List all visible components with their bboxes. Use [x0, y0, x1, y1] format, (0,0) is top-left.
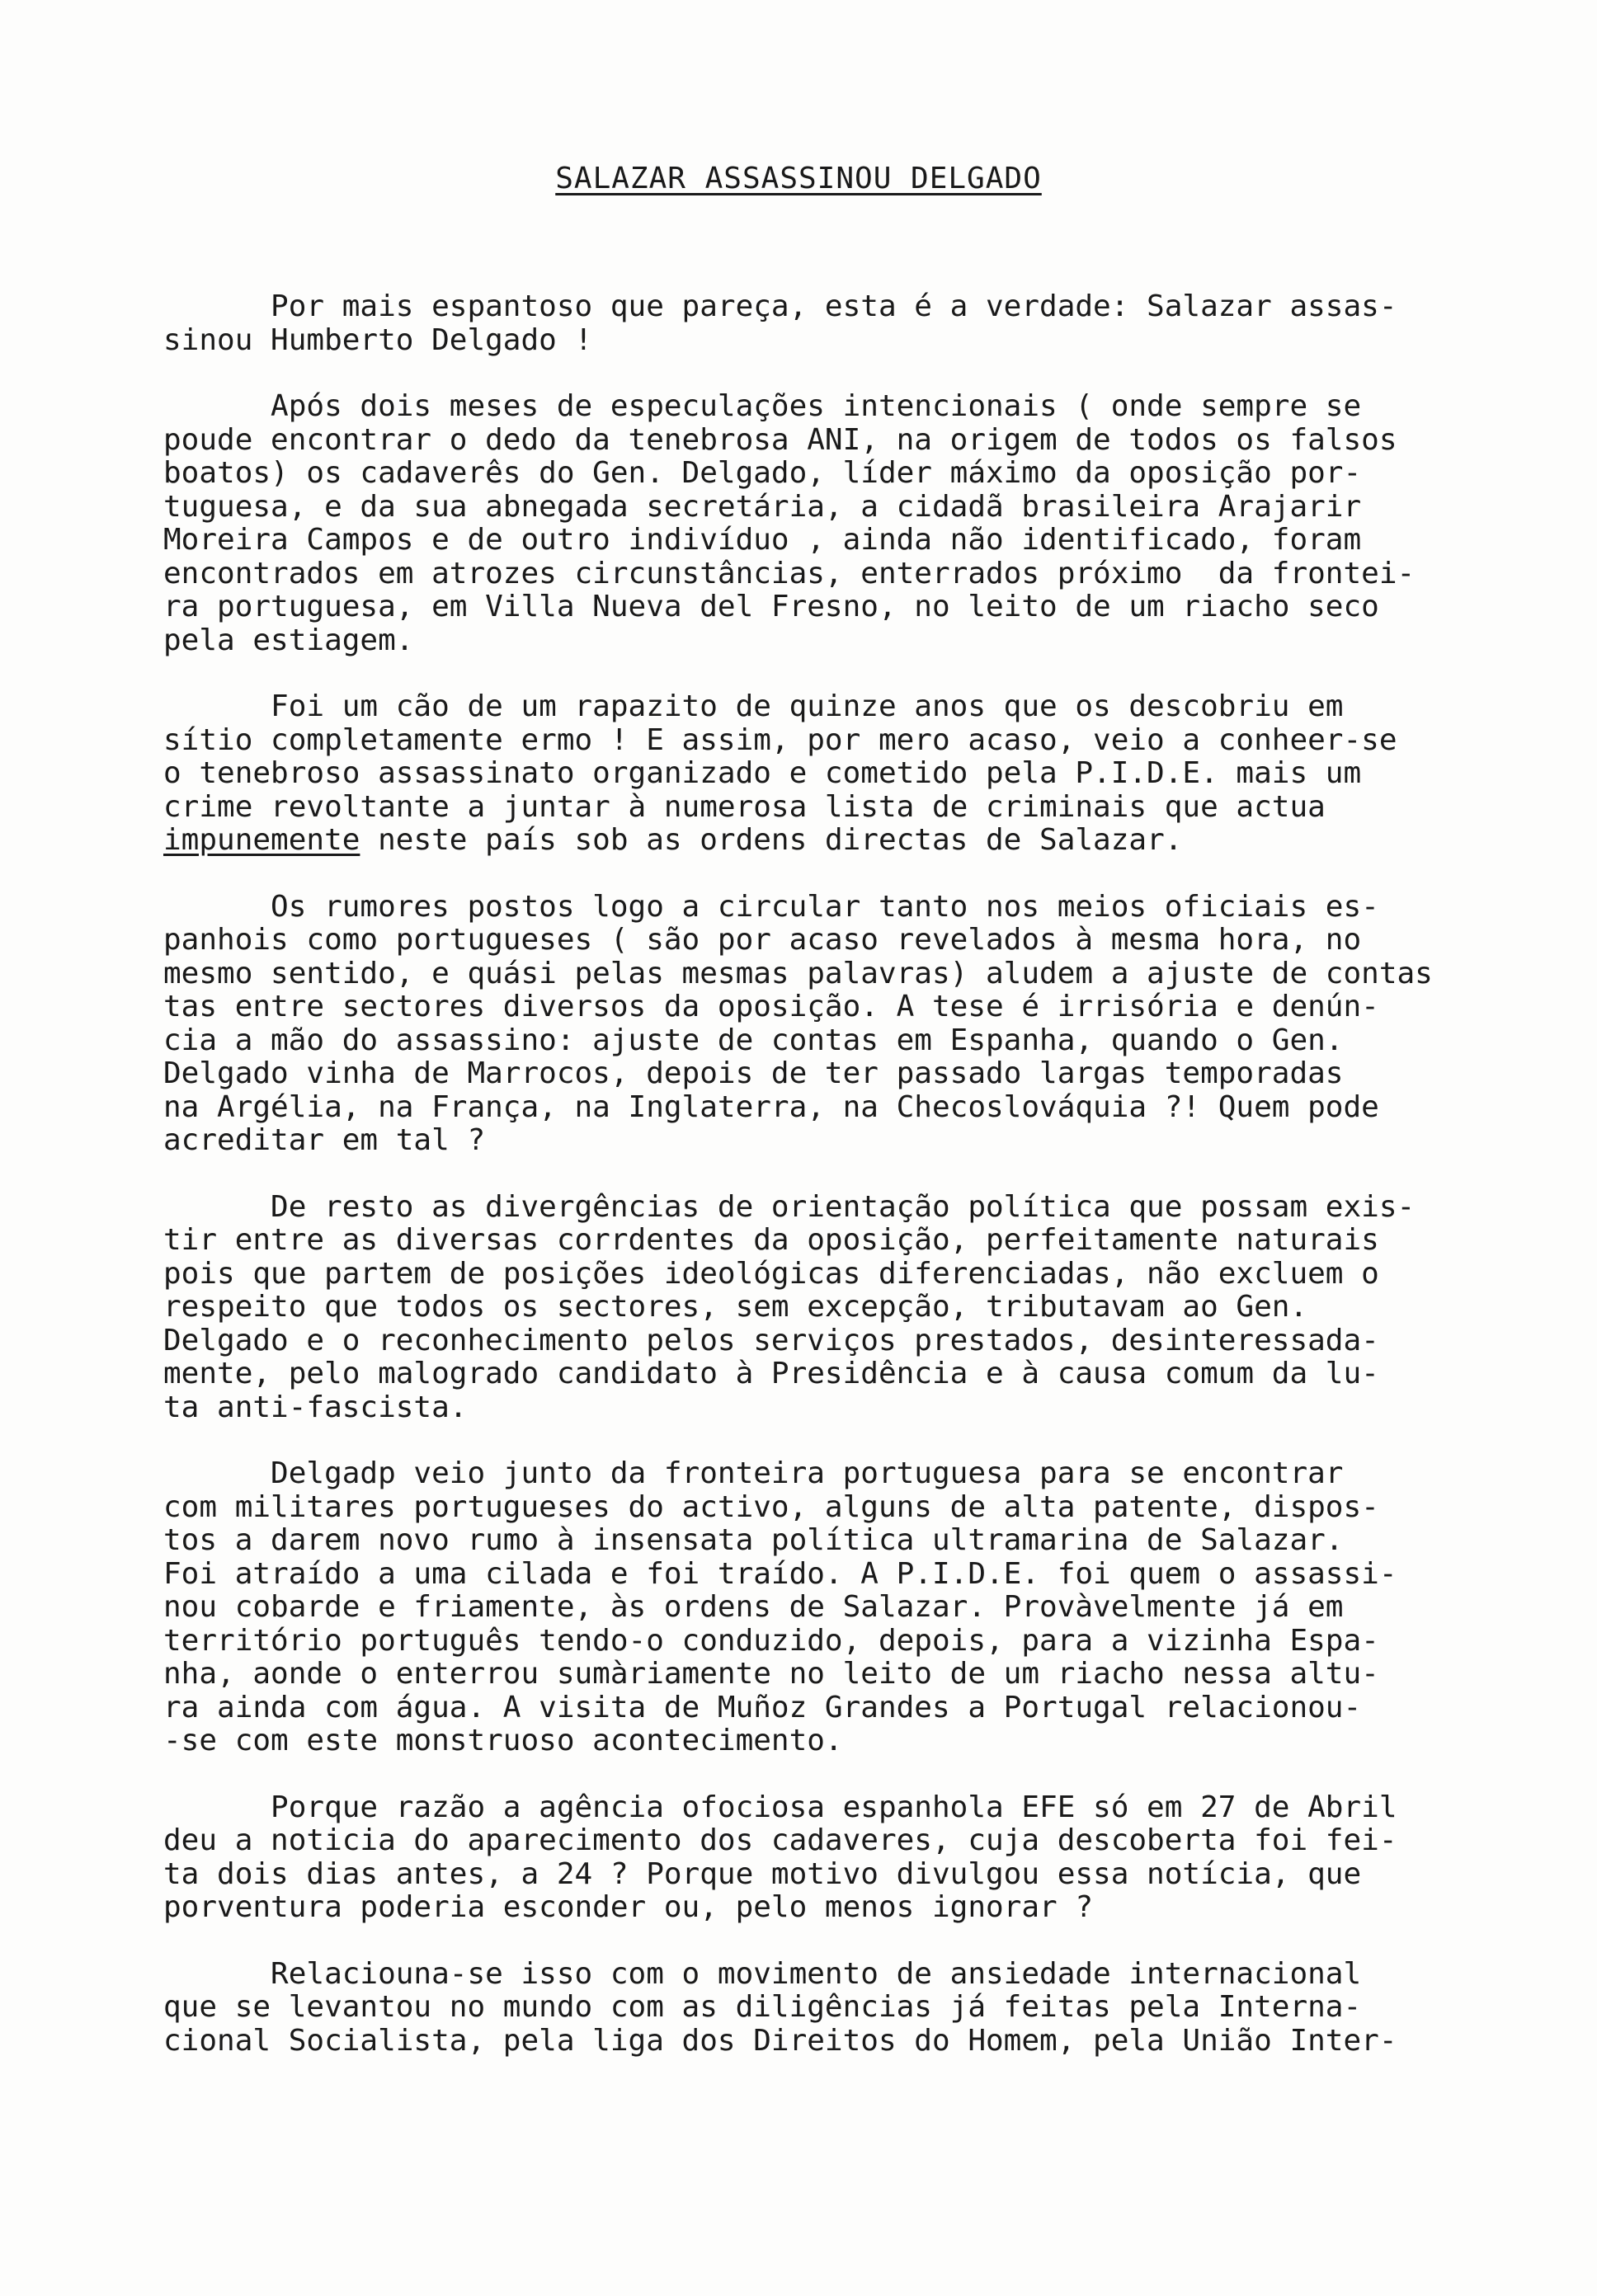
text-line: Os rumores postos logo a circular tanto nos meios oficiais es- [163, 889, 1379, 924]
text-line: nha, aonde o enterrou sumàriamente no leito de um riacho nessa altu- [163, 1657, 1379, 1691]
text-line: o tenebroso assassinato organizado e cometido pela P.I.D.E. mais um [163, 756, 1362, 790]
document-title: SALAZAR ASSASSINOU DELGADO [555, 162, 1042, 195]
text-line: Delgado vinha de Marrocos, depois de ter passado largas temporadas [163, 1056, 1344, 1090]
text-line: sítio completamente ermo ! E assim, por mero acaso, veio a conheer-se [163, 722, 1397, 757]
text-line: tas entre sectores diversos da oposição. A tese é irrisória e denún- [163, 990, 1379, 1023]
text-line: crime revoltante a juntar à numerosa lista de criminais que actua [163, 789, 1326, 824]
text-line: pela estiagem. [163, 623, 414, 657]
text-line: Relaciouna-se isso com o movimento de ansiedade internacional [163, 1956, 1362, 1991]
text-line: território português tendo-o conduzido, depois, para a vizinha Espa- [163, 1623, 1379, 1658]
text-line: nou cobarde e friamente, às ordens de Salazar. Provàvelmente já em [163, 1590, 1344, 1624]
text-line: mesmo sentido, e quási pelas mesmas palavras) aludem a ajuste de contas [163, 956, 1433, 990]
text-line: mente, pelo malogrado candidato à Presidência e à causa comum da lu- [163, 1357, 1379, 1390]
text-line: ra ainda com água. A visita de Muñoz Grandes a Portugal relacionou- [163, 1690, 1362, 1724]
text-line: -se com este monstruoso acontecimento. [163, 1724, 843, 1757]
text-line: cia a mão do assassino: ajuste de contas em Espanha, quando o Gen. [163, 1023, 1344, 1057]
text-line: Foi um cão de um rapazito de quinze anos que os descobriu em [163, 689, 1344, 723]
text-line: ta anti-fascista. [163, 1390, 468, 1424]
text-line: boatos) os cadaverês do Gen. Delgado, líder máximo da oposição por- [163, 456, 1362, 490]
text-line: Após dois meses de especulações intencionais ( onde sempre se [163, 389, 1362, 423]
text-line: pois que partem de posições ideológicas diferenciadas, não excluem o [163, 1256, 1379, 1291]
text-line: Delgadp veio junto da fronteira portuguesa para se encontrar [163, 1456, 1344, 1490]
text-line: Foi atraído a uma cilada e foi traído. A P.I.D.E. foi quem o assassi- [163, 1556, 1397, 1591]
text-line: na Argélia, na França, na Inglaterra, na Checoslováquia ?! Quem pode [163, 1089, 1379, 1124]
text-line: impunemente neste país sob as ordens directas de Salazar. [163, 823, 1183, 857]
paragraph [163, 1791, 1566, 1925]
text-line: Por mais espantoso que pareça, esta é a verdade: Salazar assas- [163, 289, 1397, 323]
text-line: cional Socialista, pela liga dos Direitos do Homem, pela União Inter- [163, 2023, 1397, 2058]
text-line: tir entre as diversas corrdentes da oposição, perfeitamente naturais [163, 1223, 1379, 1257]
text-line: panhois como portugueses ( são por acaso revelados à mesma hora, no [163, 923, 1362, 957]
text-line: encontrados em atrozes circunstâncias, enterrados próximo da frontei- [163, 556, 1416, 590]
text-line: deu a noticia do aparecimento dos cadaveres, cuja descoberta foi fei- [163, 1823, 1397, 1857]
paragraph [163, 1191, 1566, 1425]
paragraph [163, 390, 1566, 657]
paragraph [163, 690, 1566, 858]
text-line: que se levantou no mundo com as diligências já feitas pela Interna- [163, 1990, 1362, 2024]
text-line: De resto as divergências de orientação política que possam exis- [163, 1189, 1416, 1224]
text-line: tos a darem novo rumo à insensata política ultramarina de Salazar. [163, 1523, 1344, 1557]
text-line: Porque razão a agência ofociosa espanhola EFE só em 27 de Abril [163, 1790, 1397, 1824]
text-line: respeito que todos os sectores, sem excepção, tributavam ao Gen. [163, 1290, 1308, 1324]
text-line: acreditar em tal ? [163, 1123, 486, 1157]
paragraph [163, 1958, 1566, 2058]
text-line: ra portuguesa, em Villa Nueva del Fresno, no leito de um riacho seco [163, 590, 1379, 623]
text-line: com militares portugueses do activo, alguns de alta patente, dispos- [163, 1489, 1379, 1524]
text-line: Delgado e o reconhecimento pelos serviços prestados, desinteressada- [163, 1323, 1379, 1357]
text-line: porventura poderia esconder ou, pelo menos ignorar ? [163, 1890, 1094, 1924]
text-line: ta dois dias antes, a 24 ? Porque motivo divulgou essa notícia, que [163, 1856, 1362, 1891]
document-body [163, 290, 1566, 2091]
paragraph [163, 290, 1566, 357]
text-line: tuguesa, e da sua abnegada secretária, a cidadã brasileira Arajarir [163, 489, 1362, 524]
underlined-word: impunemente [163, 823, 360, 857]
paragraph [163, 1457, 1566, 1758]
paragraph [163, 891, 1566, 1158]
text-line: Moreira Campos e de outro indivíduo , ainda não identificado, foram [163, 523, 1362, 557]
text-line: sinou Humberto Delgado ! [163, 322, 593, 357]
text-line: poude encontrar o dedo da tenebrosa ANI, na origem de todos os falsos [163, 422, 1397, 457]
